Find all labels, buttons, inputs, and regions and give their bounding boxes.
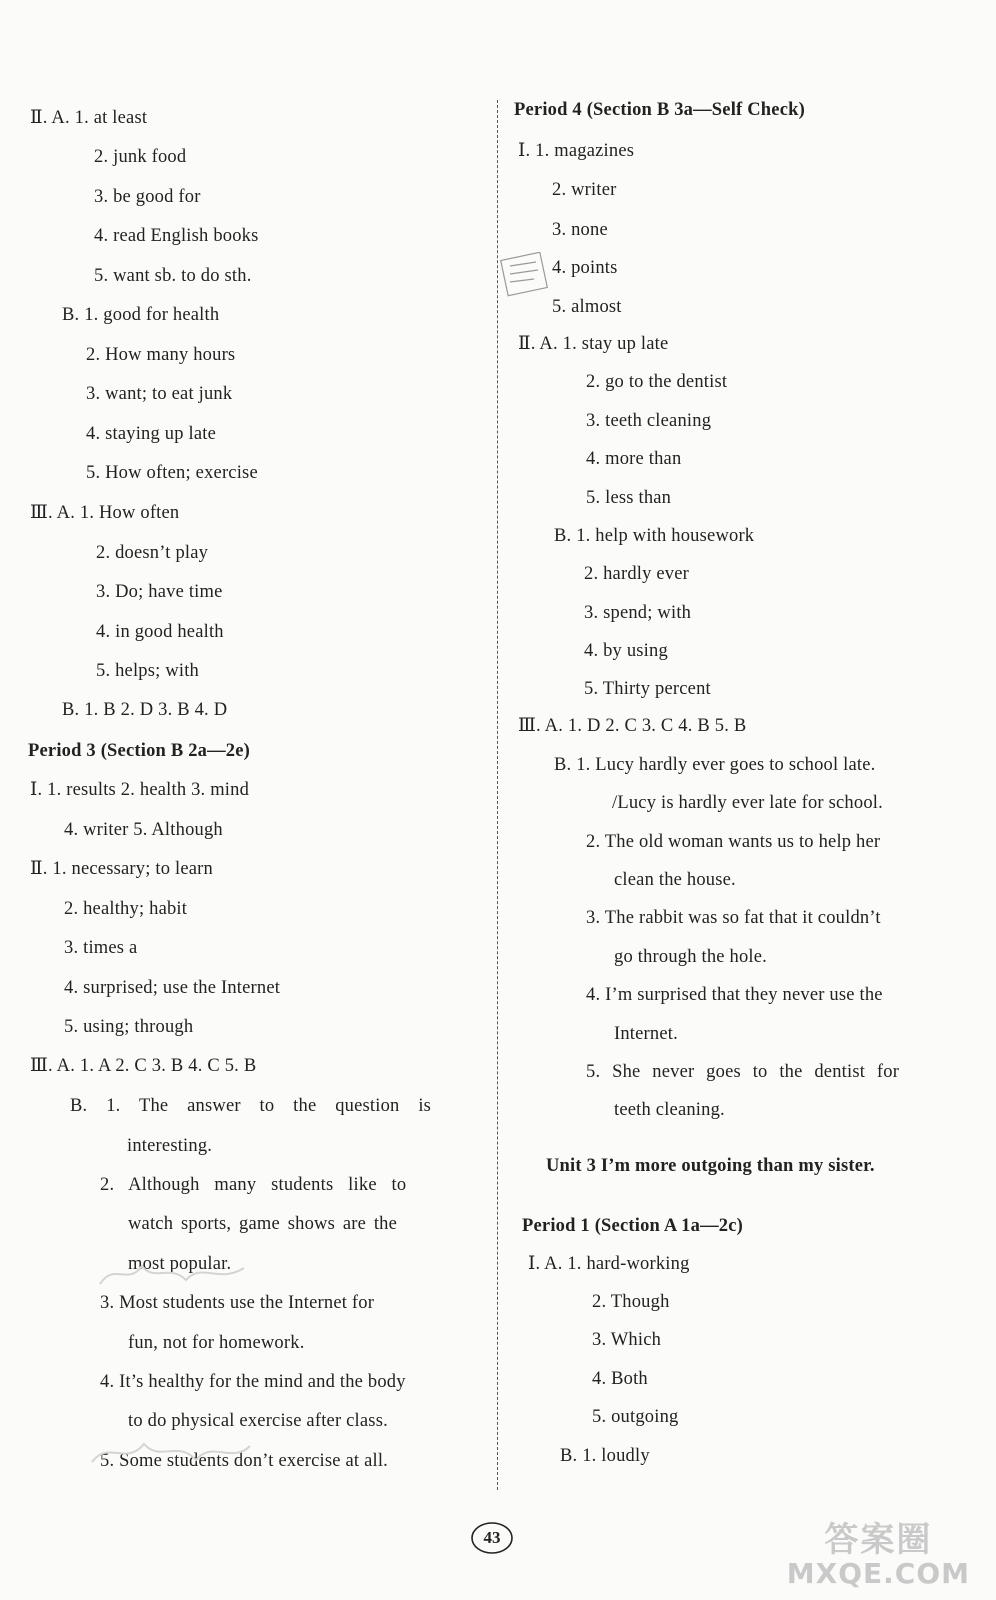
answer-line: 4. points (552, 258, 618, 278)
unit-heading: Unit 3 I’m more outgoing than my sister. (546, 1156, 875, 1176)
answer-line: B. 1. B 2. D 3. B 4. D (62, 700, 228, 720)
answer-line: Ⅰ. 1. magazines (518, 141, 635, 161)
answer-line: 5. using; through (64, 1017, 194, 1037)
answer-line: 4. It’s healthy for the mind and the body (100, 1372, 406, 1392)
answer-line: 2. Although many students like to (100, 1175, 407, 1195)
answer-line: Ⅱ. 1. necessary; to learn (30, 859, 213, 879)
answer-line: Internet. (614, 1024, 678, 1044)
column-divider (497, 100, 498, 1490)
faint-watermark-icon (94, 1256, 254, 1292)
answer-line: to do physical exercise after class. (128, 1411, 388, 1431)
answer-line: 2. How many hours (86, 345, 236, 365)
answer-line: 4. Both (592, 1369, 648, 1389)
answer-line: /Lucy is hardly ever late for school. (612, 793, 883, 813)
answer-line: watch sports, game shows are the (128, 1214, 398, 1234)
answer-line: 4. in good health (96, 622, 224, 642)
answer-line: 5. Some students don’t exercise at all. (100, 1451, 388, 1471)
answer-line: 5. She never goes to the dentist for (586, 1062, 900, 1082)
answer-line: 4. I’m surprised that they never use the (586, 985, 883, 1005)
answer-line: 2. go to the dentist (586, 372, 728, 392)
section-heading: Period 3 (Section B 2a—2e) (28, 741, 251, 761)
answer-line: Ⅰ. 1. results 2. health 3. mind (30, 780, 250, 800)
answer-line: 4. writer 5. Although (64, 820, 223, 840)
answer-line: clean the house. (614, 870, 736, 890)
answer-line: 2. healthy; habit (64, 899, 188, 919)
watermark-en: MXQE.COM (786, 1556, 970, 1590)
answer-line: Ⅰ. A. 1. hard-working (528, 1254, 690, 1274)
faint-watermark-icon (86, 1432, 256, 1476)
answer-line: 2. doesn’t play (96, 543, 209, 563)
answer-line: 5. Thirty percent (584, 679, 711, 699)
answer-line: Ⅱ. A. 1. at least (30, 108, 148, 128)
answer-line: B. 1. good for health (62, 305, 220, 325)
answer-line: go through the hole. (614, 947, 768, 967)
answer-line: 5. How often; exercise (86, 463, 258, 483)
answer-line: 5. helps; with (96, 661, 200, 681)
section-heading: Period 4 (Section B 3a—Self Check) (514, 100, 805, 120)
answer-line: B. 1. Lucy hardly ever goes to school late. (554, 755, 876, 775)
answer-line: 2. junk food (94, 147, 187, 167)
answer-line: Ⅲ. A. 1. A 2. C 3. B 4. C 5. B (30, 1056, 257, 1076)
answer-line: 3. spend; with (584, 603, 692, 623)
answer-line: 3. Do; have time (96, 582, 223, 602)
answer-line: 3. be good for (94, 187, 201, 207)
watermark-cn: 答案圈 (824, 1519, 933, 1560)
section-heading: Period 1 (Section A 1a—2c) (522, 1216, 744, 1236)
answer-line: 5. almost (552, 297, 622, 317)
answer-line: 3. want; to eat junk (86, 384, 233, 404)
answer-line: 3. teeth cleaning (586, 411, 712, 431)
stamp-icon (498, 252, 552, 298)
answer-line: most popular. (128, 1254, 232, 1274)
answer-line: 4. staying up late (86, 424, 216, 444)
answer-line: interesting. (127, 1136, 213, 1156)
answer-line: 4. by using (584, 641, 668, 661)
answer-line: fun, not for homework. (128, 1333, 305, 1353)
answer-line: 2. hardly ever (584, 564, 690, 584)
answer-line: 3. Which (592, 1330, 662, 1350)
site-watermark (786, 1519, 970, 1590)
page-number-text: 43 (483, 1528, 501, 1547)
answer-line: 3. The rabbit was so fat that it couldn’t (586, 908, 881, 928)
answer-line: 5. outgoing (592, 1407, 679, 1427)
answer-line: Ⅲ. A. 1. How often (30, 503, 180, 523)
answer-line: 3. times a (64, 938, 138, 958)
answer-line: 2. The old woman wants us to help her (586, 832, 881, 852)
answer-line: 3. none (552, 220, 608, 240)
answer-line: 5. less than (586, 488, 672, 508)
answer-line: 4. more than (586, 449, 682, 469)
answer-line: teeth cleaning. (614, 1100, 725, 1120)
answer-line: Ⅱ. A. 1. stay up late (518, 334, 669, 354)
answer-line: B. 1. help with housework (554, 526, 755, 546)
answer-line: Ⅲ. A. 1. D 2. C 3. C 4. B 5. B (518, 716, 747, 736)
answer-line: B. 1. loudly (560, 1446, 650, 1466)
page-number (470, 1521, 514, 1555)
answer-line: 4. surprised; use the Internet (64, 978, 281, 998)
answer-line: 4. read English books (94, 226, 259, 246)
answer-line: 2. writer (552, 180, 617, 200)
answer-line: 5. want sb. to do sth. (94, 266, 252, 286)
answer-line: B. 1. The answer to the question is (70, 1096, 432, 1116)
answer-line: 3. Most students use the Internet for (100, 1293, 375, 1313)
answer-line: 2. Though (592, 1292, 670, 1312)
